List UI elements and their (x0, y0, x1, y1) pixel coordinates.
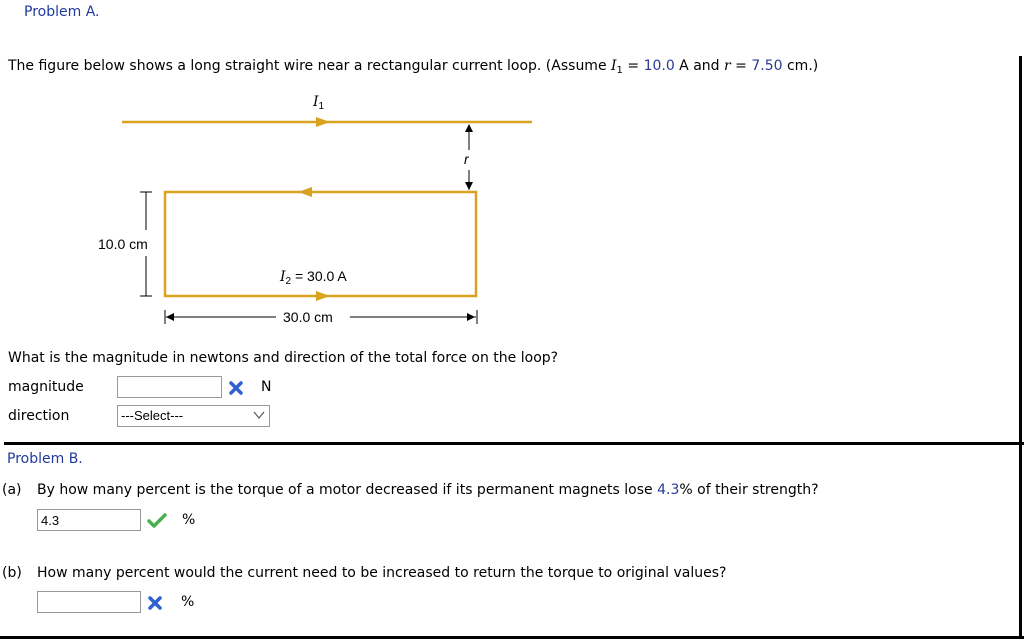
r-arrow-up (465, 124, 473, 132)
section-divider (4, 442, 1024, 445)
loop-current-value: = 30.0 A (291, 268, 347, 284)
loop-current-sub: 2 (285, 276, 292, 287)
bottom-divider (0, 636, 1024, 639)
part-a-pre: By how many percent is the torque of a motor decreased if its permanent magnets lose (37, 482, 658, 498)
wire-label-sub: 1 (318, 101, 325, 112)
width-label: 30.0 cm (283, 309, 333, 325)
loop-current-symbol: I (280, 269, 286, 285)
chevron-down-icon (253, 409, 265, 421)
problem-a-title: Problem A. (24, 4, 100, 20)
problem-b-title: Problem B. (7, 451, 83, 467)
magnitude-input[interactable] (117, 376, 222, 398)
eq1: = (622, 58, 644, 74)
problem-a-statement (8, 58, 818, 76)
part-b-question: How many percent would the current need to be increased to return the torque to original values? (37, 565, 727, 581)
direction-select[interactable] (117, 405, 270, 427)
incorrect-icon (228, 380, 244, 396)
wire-current-label (313, 93, 324, 112)
i1-symbol: I (611, 58, 617, 74)
i1-sub: 1 (616, 65, 623, 76)
eq2: = (730, 58, 752, 74)
loop-top-arrow (298, 187, 312, 197)
direction-selected: ---Select--- (121, 408, 184, 423)
part-b-tag: (b) (2, 565, 22, 581)
statement-text: The figure below shows a long straight wire near a rectangular current loop. (Assume (8, 58, 612, 74)
correct-check-icon (147, 513, 167, 529)
loop-bottom-arrow (316, 291, 330, 301)
part-a-unit: % (182, 512, 196, 528)
part-a-question (37, 482, 819, 498)
r-symbol: r (724, 58, 731, 74)
right-border-b (1019, 445, 1022, 638)
part-a-tag: (a) (2, 482, 22, 498)
incorrect-icon (147, 595, 163, 611)
r-unit: cm.) (782, 58, 819, 74)
part-a-answer-input[interactable] (37, 509, 141, 531)
i1-unit: A and (674, 58, 725, 74)
height-label: 10.0 cm (98, 236, 148, 252)
part-a-post: % of their strength? (679, 482, 819, 498)
i1-value: 10.0 (643, 58, 675, 74)
loop-current-label (280, 268, 347, 287)
r-arrow-down (465, 182, 473, 190)
r-value: 7.50 (751, 58, 783, 74)
right-border (1019, 56, 1022, 446)
wire-label-symbol: I (313, 94, 319, 110)
width-arrow-left (166, 313, 174, 321)
wire-arrow (316, 117, 330, 127)
wire-loop-figure (0, 90, 560, 330)
part-a-value: 4.3 (657, 482, 680, 498)
magnitude-label: magnitude (8, 379, 84, 395)
width-arrow-right (467, 313, 475, 321)
direction-label: direction (8, 408, 70, 424)
part-b-unit: % (181, 594, 195, 610)
problem-a-question: What is the magnitude in newtons and direction of the total force on the loop? (8, 350, 559, 366)
r-label: r (464, 151, 469, 167)
magnitude-unit: N (261, 379, 272, 395)
part-b-answer-input[interactable] (37, 591, 141, 613)
